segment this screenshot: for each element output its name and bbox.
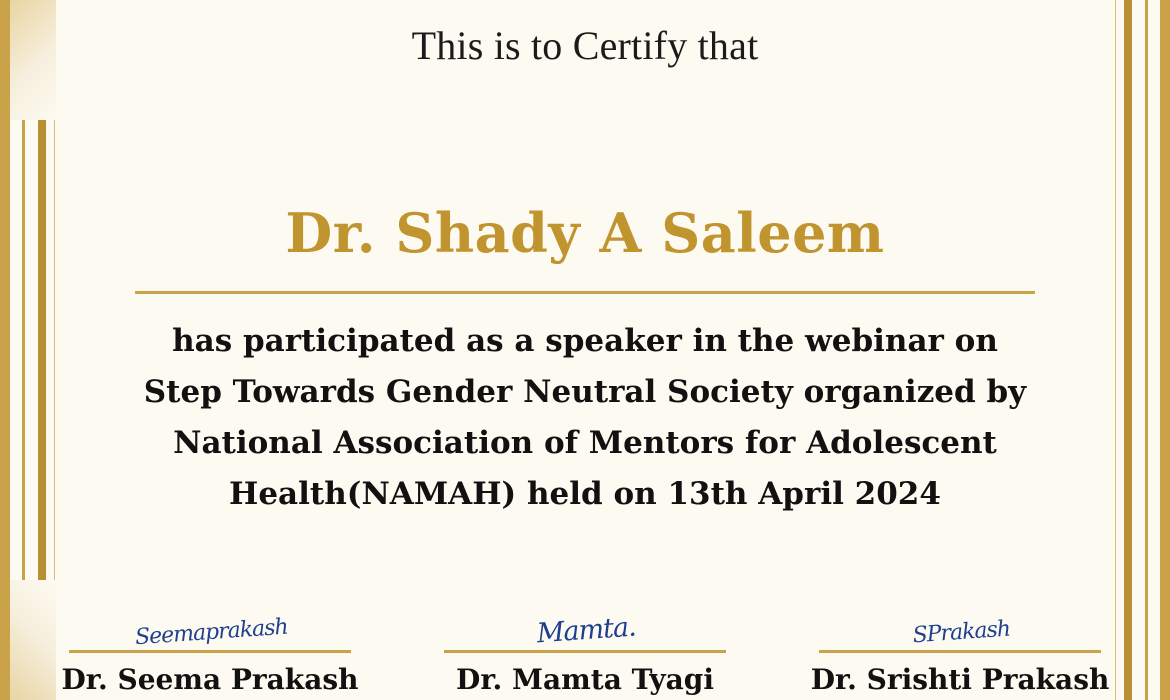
signature-mark-icon: SPrakash [911,616,1011,649]
right-hairline-border [1115,0,1116,700]
certificate-body [85,316,1085,520]
signature-row [60,540,1110,700]
right-inner-border [1124,0,1132,700]
signatory-name: Dr. Seema Prakash [61,663,359,696]
right-thin-border [1145,0,1148,700]
recipient-name: Dr. Shady A Saleem [285,201,885,265]
certify-statement: This is to Certify that [411,23,759,68]
right-outer-border [1160,0,1170,700]
recipient-name-divider [135,291,1035,294]
signature-mark-icon: Mamta. [535,611,637,650]
signature-mark-icon: Seemaprakash [134,614,289,651]
body-line: National Association of Mentors for Adolescent [173,425,997,461]
body-line: Health(NAMAH) held on 13th April 2024 [229,476,941,512]
body-line: Step Towards Gender Neutral Society organized by [143,374,1027,410]
signatory-name: Dr. Srishti Prakash [810,663,1110,696]
body-line: has participated as a speaker in the webinar on [172,323,998,359]
signature-block-3 [810,582,1110,700]
left-outer-border [0,0,10,700]
top-left-corner-ornament [10,0,56,120]
signature-block-1 [60,582,360,700]
signature-block-2 [435,582,735,700]
signatory-name: Dr. Mamta Tyagi [456,663,714,696]
bottom-left-corner-ornament [10,580,56,700]
